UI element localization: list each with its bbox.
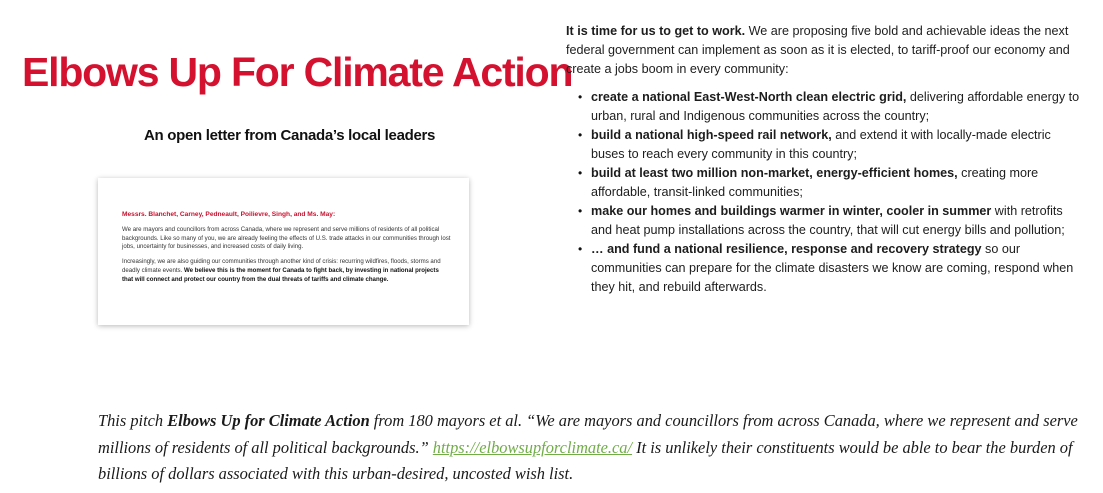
website-link[interactable]: https://elbowsupforclimate.ca/ — [432, 437, 633, 457]
letter-salutation: Messrs. Blanchet, Carney, Pedneault, Poilievre, Singh, and Ms. May: — [122, 211, 336, 218]
proposal-item — [578, 164, 1081, 202]
bullet-icon: • — [578, 204, 583, 218]
proposal-text: so our communities can prepare for the climate disasters we know are coming, respond when they hit, and rebuild afterwards. — [591, 242, 1074, 294]
proposal-bold: build at least two million non-market, energy-efficient homes, — [591, 166, 958, 180]
proposal-item — [578, 202, 1081, 240]
intro-paragraph — [566, 22, 1081, 79]
proposal-item — [578, 126, 1081, 164]
letter-excerpt-image — [98, 178, 469, 325]
proposal-text: creating more affordable, transit-linked communities; — [591, 166, 1039, 199]
intro-text: We are proposing five bold and achievable ideas the next federal government can implement as soon as it is elected, to tariff-proof our economy and create a jobs boom in every community: — [566, 24, 1070, 76]
bullet-icon: • — [578, 242, 583, 256]
letter-paragraph-2-text: Increasingly, we are also guiding our communities through another kind of crisis: recurring wildfires, floods, storms and deadly climate events. — [122, 258, 441, 274]
proposal-item — [578, 88, 1081, 126]
proposal-bold: build a national high-speed rail network, — [591, 128, 832, 142]
proposal-text: delivering affordable energy to urban, rural and Indigenous communities across the country; — [591, 90, 1080, 123]
caption-text-2: from 180 mayors et al. “We are mayors and councillors from across Canada, where we represent and serve millions of residents of all political backgrounds.” — [98, 411, 1078, 457]
proposal-list — [566, 88, 1081, 297]
letter-paragraph-2-bold: We believe this is the moment for Canada to fight back, by investing in national projects that will connect and protect our country from the dual threats of tariffs and climate change. — [122, 266, 439, 283]
proposal-bold: … and fund a national resilience, response and recovery strategy — [591, 242, 982, 256]
proposal-section — [566, 22, 1081, 297]
subheadline: An open letter from Canada’s local leaders — [144, 127, 436, 144]
caption-text-3: It is unlikely their constituents would be able to bear the burden of billions of dollars associated with this urban-desired, uncosted wish list. — [98, 437, 1073, 483]
proposal-text: and extend it with locally-made electric buses to reach every community in this country; — [591, 128, 1051, 161]
letter-paragraph-1: We are mayors and councillors from across Canada, where we represent and serve millions of residents of all political backgrounds. Like so many of you, we are already feeling the effects of U.S. trade attacks in our communities through lost jobs, uncertainty for businesses, and increased costs of daily living. — [122, 226, 451, 251]
headline: Elbows Up For Climate Action — [22, 49, 573, 95]
caption-bold-title: Elbows Up for Climate Action — [167, 411, 370, 430]
commentary-caption — [98, 408, 1088, 488]
proposal-bold: make our homes and buildings warmer in winter, cooler in summer — [591, 204, 992, 218]
proposal-text: with retrofits and heat pump installations across the country, that will cut energy bills and pollution; — [591, 204, 1065, 237]
bullet-icon: • — [578, 166, 583, 180]
proposal-item — [578, 240, 1081, 297]
intro-bold: It is time for us to get to work. — [566, 24, 746, 38]
proposal-bold: create a national East-West-North clean electric grid, — [591, 90, 907, 104]
caption-text-1: This pitch — [98, 411, 168, 430]
bullet-icon: • — [578, 128, 583, 142]
letter-paragraph-2 — [122, 258, 451, 284]
bullet-icon: • — [578, 90, 583, 104]
